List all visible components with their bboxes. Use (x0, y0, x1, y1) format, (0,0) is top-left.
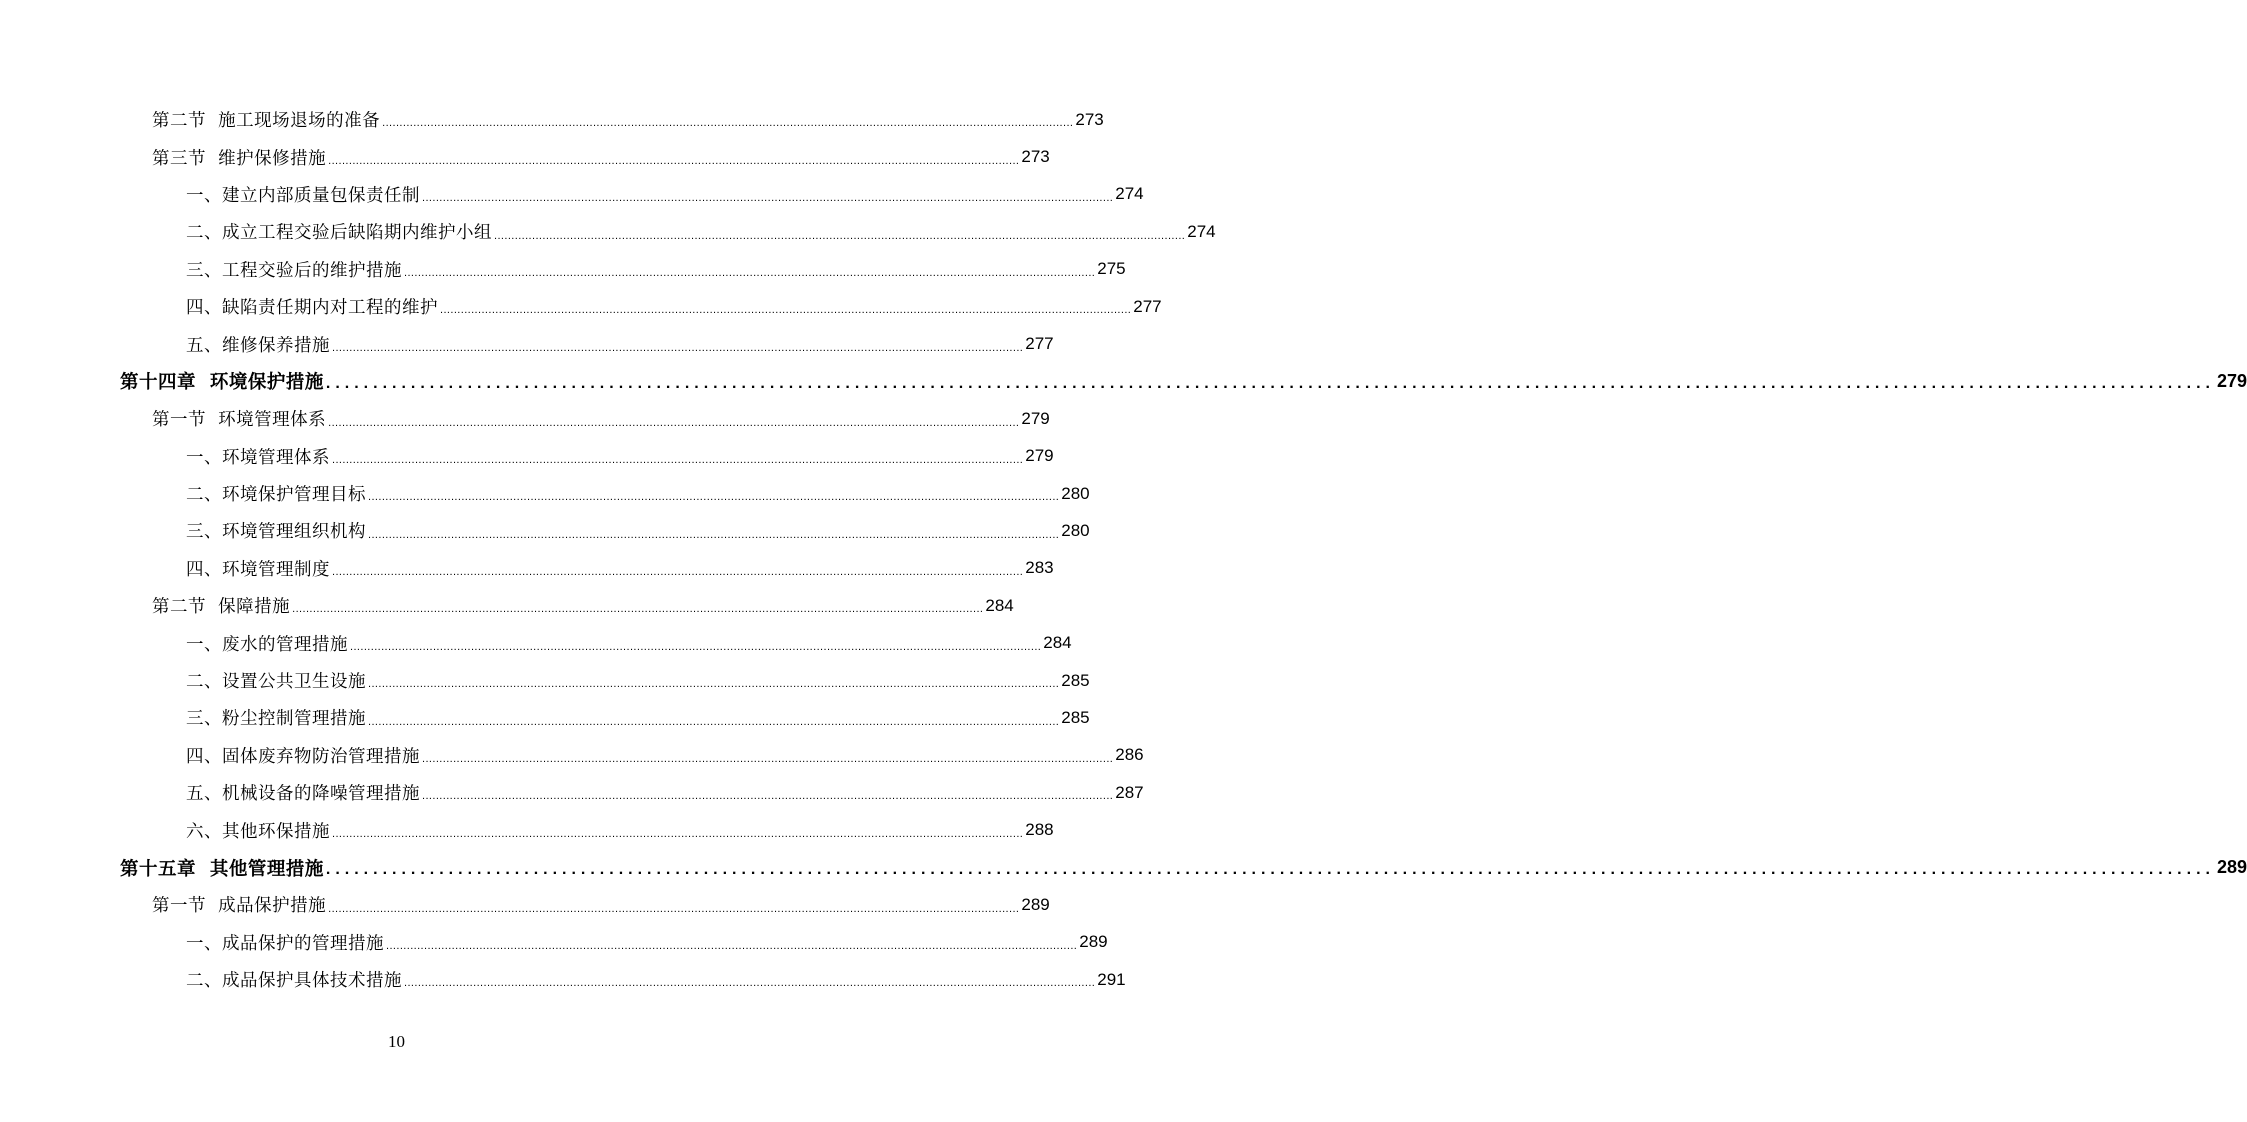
toc-dot-leader: ........................................................................................................................................................................................................ (386, 939, 1078, 952)
toc-page-number: 279 (2216, 370, 2247, 391)
toc-dot-leader: ........................................................................................................................................................................................................ (422, 790, 1114, 803)
toc-subsection-entry[interactable] (0, 213, 1216, 250)
toc-entry-label: 二、成立工程交验后缺陷期内维护小组 (186, 223, 492, 244)
toc-dot-leader: ........................................................................................................................................................................................................ (382, 117, 1074, 130)
toc-dot-leader: ........................................................................................................................................................................................................ (404, 266, 1096, 279)
toc-page-number: 277 (1133, 296, 1162, 316)
toc-dot-leader: ........................................................................................................................................................................................................ (325, 861, 2215, 879)
toc-dot-leader: ........................................................................................................................................................................................................ (422, 192, 1114, 205)
toc-subsection-entry[interactable] (0, 475, 1090, 512)
toc-chapter-entry[interactable] (0, 849, 2247, 886)
toc-chapter-entry[interactable] (0, 363, 2247, 400)
toc-dot-leader: ........................................................................................................................................................................................................ (494, 229, 1186, 242)
toc-page-number: 285 (1061, 670, 1090, 690)
toc-dot-leader: ........................................................................................................................................................................................................ (350, 640, 1042, 653)
toc-entry-label: 二、成品保护具体技术措施 (186, 971, 402, 992)
toc-subsection-entry[interactable] (0, 176, 1144, 213)
toc-page-number: 279 (1021, 408, 1050, 428)
toc-subsection-entry[interactable] (0, 512, 1090, 549)
toc-page-number: 274 (1187, 221, 1216, 241)
toc-dot-leader: ........................................................................................................................................................................................................ (368, 715, 1060, 728)
toc-dot-leader: ........................................................................................................................................................................................................ (332, 341, 1024, 354)
toc-page-number: 289 (1021, 894, 1050, 914)
toc-entry-label: 第二节 施工现场退场的准备 (152, 111, 381, 132)
toc-section-entry[interactable] (0, 587, 1014, 624)
toc-section-entry[interactable] (0, 101, 1104, 138)
toc-entry-label: 第十四章 环境保护措施 (120, 372, 324, 394)
toc-section-entry[interactable] (0, 400, 1050, 437)
toc-entry-label: 第一节 环境管理体系 (152, 410, 327, 431)
toc-entry-label: 一、环境管理体系 (186, 447, 330, 468)
toc-page-number: 280 (1061, 520, 1090, 540)
toc-page-number: 275 (1097, 259, 1126, 279)
toc-subsection-entry[interactable] (0, 624, 1072, 661)
toc-page-number: 280 (1061, 483, 1090, 503)
toc-subsection-entry[interactable] (0, 961, 1126, 998)
toc-subsection-entry[interactable] (0, 737, 1144, 774)
toc-dot-leader: ........................................................................................................................................................................................................ (422, 753, 1114, 766)
toc-entry-label: 三、环境管理组织机构 (186, 522, 366, 543)
toc-entry-label: 一、建立内部质量包保责任制 (186, 185, 420, 206)
table-of-contents (0, 101, 2247, 998)
toc-subsection-entry[interactable] (0, 924, 1108, 961)
toc-entry-label: 三、工程交验后的维护措施 (186, 260, 402, 281)
toc-dot-leader: ........................................................................................................................................................................................................ (368, 678, 1060, 691)
toc-entry-label: 五、维修保养措施 (186, 335, 330, 356)
toc-entry-label: 五、机械设备的降噪管理措施 (186, 784, 420, 805)
toc-dot-leader: ........................................................................................................................................................................................................ (368, 491, 1060, 504)
toc-page-number: 289 (1079, 932, 1108, 952)
toc-subsection-entry[interactable] (0, 811, 1054, 848)
toc-entry-label: 一、废水的管理措施 (186, 634, 348, 655)
toc-entry-label: 四、缺陷责任期内对工程的维护 (186, 298, 438, 319)
toc-page-number: 285 (1061, 707, 1090, 727)
toc-entry-label: 六、其他环保措施 (186, 821, 330, 842)
toc-page-number: 289 (2216, 857, 2247, 877)
toc-dot-leader: ........................................................................................................................................................................................................ (404, 977, 1096, 990)
toc-dot-leader: ........................................................................................................................................................................................................ (328, 902, 1020, 915)
toc-entry-label: 第二节 保障措施 (152, 597, 291, 618)
toc-subsection-entry[interactable] (0, 288, 1162, 325)
toc-page-number: 284 (985, 595, 1014, 615)
page-number: 10 (388, 1032, 405, 1051)
toc-dot-leader: ........................................................................................................................................................................................................ (332, 566, 1024, 579)
toc-dot-leader: ........................................................................................................................................................................................................ (332, 827, 1024, 840)
toc-page-number: 277 (1025, 334, 1054, 354)
toc-entry-label: 二、设置公共卫生设施 (186, 672, 366, 693)
toc-dot-leader: ........................................................................................................................................................................................................ (440, 304, 1132, 317)
toc-entry-label: 第一节 成品保护措施 (152, 896, 327, 917)
toc-page-number: 287 (1115, 782, 1144, 802)
toc-page-number: 288 (1025, 820, 1054, 840)
toc-entry-label: 一、成品保护的管理措施 (186, 933, 384, 954)
toc-section-entry[interactable] (0, 886, 1050, 923)
toc-subsection-entry[interactable] (0, 325, 1054, 362)
toc-page-number: 283 (1025, 558, 1054, 578)
toc-subsection-entry[interactable] (0, 774, 1144, 811)
toc-entry-label: 三、粉尘控制管理措施 (186, 709, 366, 730)
toc-entry-label: 四、固体废弃物防治管理措施 (186, 746, 420, 767)
toc-subsection-entry[interactable] (0, 438, 1054, 475)
toc-subsection-entry[interactable] (0, 251, 1126, 288)
toc-dot-leader: ........................................................................................................................................................................................................ (368, 528, 1060, 541)
toc-page-number: 286 (1115, 745, 1144, 765)
toc-dot-leader: ........................................................................................................................................................................................................ (328, 154, 1020, 167)
toc-subsection-entry[interactable] (0, 662, 1090, 699)
toc-page-number: 274 (1115, 184, 1144, 204)
toc-page-number: 273 (1075, 109, 1104, 129)
toc-entry-label: 二、环境保护管理目标 (186, 485, 366, 506)
toc-entry-label: 四、环境管理制度 (186, 559, 330, 580)
toc-page-number: 291 (1097, 969, 1126, 989)
toc-entry-label: 第十五章 其他管理措施 (120, 858, 324, 880)
toc-section-entry[interactable] (0, 138, 1050, 175)
toc-dot-leader: ........................................................................................................................................................................................................ (332, 453, 1024, 466)
toc-page-number: 279 (1025, 446, 1054, 466)
toc-entry-label: 第三节 维护保修措施 (152, 148, 327, 169)
toc-dot-leader: ........................................................................................................................................................................................................ (292, 603, 984, 616)
toc-subsection-entry[interactable] (0, 550, 1054, 587)
toc-page-number: 273 (1021, 147, 1050, 167)
toc-page-number: 284 (1043, 633, 1072, 653)
toc-dot-leader: ........................................................................................................................................................................................................ (325, 375, 2215, 393)
toc-dot-leader: ........................................................................................................................................................................................................ (328, 416, 1020, 429)
toc-subsection-entry[interactable] (0, 699, 1090, 736)
